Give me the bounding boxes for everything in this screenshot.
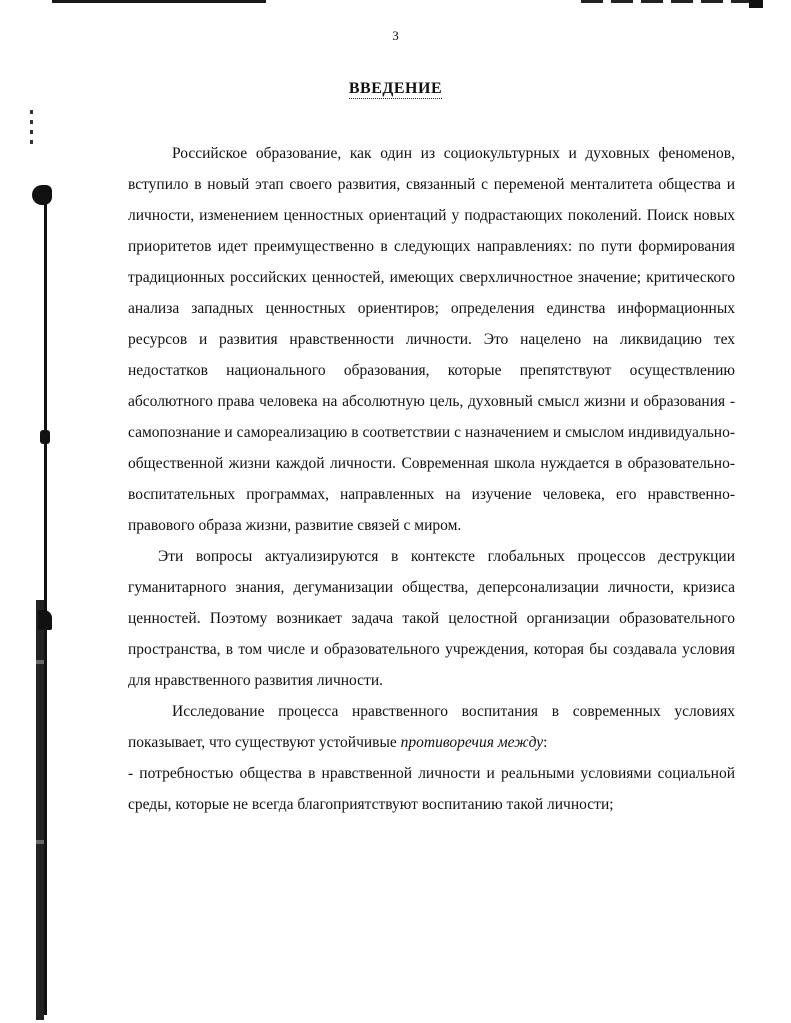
page-number: 3 bbox=[392, 28, 399, 43]
paragraph-3-text: Исследование процесса нравственного воспитания в современных условиях показывает, что существуют устойчивые bbox=[128, 703, 735, 751]
scan-left-edge bbox=[44, 185, 47, 1015]
paragraph-1: Российское образование, как один из социокультурных и духовных феноменов, вступило в новый этап своего развития, связанный с переменой менталитета общества и личности, изменением ценностных ориентаций у подрастающих поколений. Поиск новых приоритетов идет преимущественно в следующих направлениях: по пути формирования традиционных российских ценностей, имеющих сверхличностное значение; критического анализа западных ценностных ориентиров; определения единства информационных ресурсов и развития нравственности личности. Это нацелено на ликвидацию тех недостатков национального образования, которые препятствуют осуществлению абсолютного права человека на абсолютную цель, духовный смысл жизни и образования - самопознание и самореализацию в соответствии с назначением и смыслом индивидуально-общественной жизни каждой личности. Современная школа нуждается в образовательно-воспитательных программах, направленных на изучение человека, его нравственно-правового образа жизни, развитие связей с миром. bbox=[128, 145, 735, 534]
scan-blob bbox=[40, 430, 50, 444]
paragraph-4: - потребностью общества в нравственной личности и реальными условиями социальной среды, которые не всегда благоприятствуют воспитанию такой личности; bbox=[128, 765, 735, 813]
scan-corner-mark bbox=[749, 0, 763, 8]
scan-left-marks bbox=[30, 110, 33, 150]
scan-top-rule bbox=[52, 0, 266, 3]
paragraph-2: Эти вопросы актуализируются в контексте глобальных процессов деструкции гуманитарного знания, дегуманизации общества, деперсонализации личности, кризиса ценностей. Поэтому возникает задача такой целостной организации образовательного пространства, в том числе и образовательного учреждения, которая бы создавала условия для нравственного развития личности. bbox=[128, 548, 735, 689]
paragraph-3 bbox=[128, 696, 735, 758]
paragraph-3-italic: противоречия между bbox=[400, 734, 544, 751]
scan-blob bbox=[38, 610, 52, 630]
heading-text: ВВЕДЕНИЕ bbox=[348, 80, 443, 97]
scan-left-binding bbox=[36, 600, 44, 1020]
scan-top-right-marks bbox=[581, 0, 761, 3]
paragraph-3-colon: : bbox=[543, 734, 548, 751]
page-title bbox=[0, 80, 791, 98]
body-text bbox=[128, 138, 735, 820]
scan-blob bbox=[32, 185, 52, 205]
